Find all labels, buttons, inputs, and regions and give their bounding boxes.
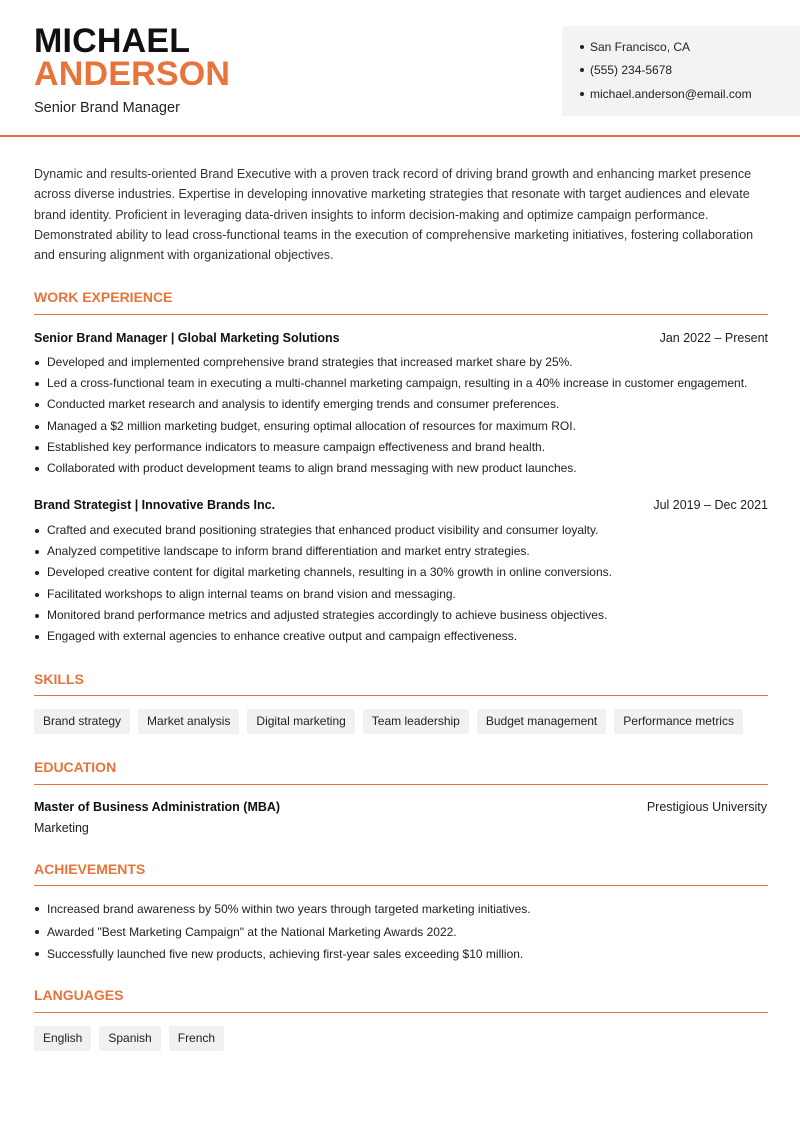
skill-chip: Market analysis xyxy=(138,709,239,734)
list-item: Collaborated with product development teams to align brand messaging with new product launches. xyxy=(34,458,774,479)
professional-summary: Dynamic and results-oriented Brand Executive with a proven track record of driving brand growth and enhancing market presence across diverse industries. Expertise in developing innovative marketing strategies that resonate with target audiences and elevate brand identity. Proficient in leveraging data-driven insights to inform decision-making and optimize campaign performance. Demonstrated ability to lead cross-functional teams in the execution of comprehensive marketing initiatives, fostering collaboration and ensuring alignment with organizational objectives. xyxy=(34,167,754,263)
education-school: Prestigious University xyxy=(646,800,767,814)
language-chip: English xyxy=(34,1026,91,1051)
languages-list xyxy=(34,1026,224,1051)
contact-box xyxy=(562,26,800,116)
list-item: Awarded "Best Marketing Campaign" at the National Marketing Awards 2022. xyxy=(34,921,774,944)
section-divider xyxy=(34,784,768,785)
list-item: Facilitated workshops to align internal teams on brand vision and messaging. xyxy=(34,584,774,605)
bullet-icon xyxy=(580,45,584,49)
first-name: MICHAEL xyxy=(34,22,191,60)
resume-header xyxy=(0,0,800,137)
job-header xyxy=(34,498,768,512)
section-title-work: WORK EXPERIENCE xyxy=(34,289,173,305)
skill-chip: Brand strategy xyxy=(34,709,130,734)
job-dates: Jan 2022 – Present xyxy=(659,331,768,345)
location-text: San Francisco, CA xyxy=(590,40,691,54)
list-item: Crafted and executed brand positioning strategies that enhanced product visibility and consumer loyalty. xyxy=(34,520,774,541)
language-chip: French xyxy=(169,1026,224,1051)
list-item: Established key performance indicators to measure campaign effectiveness and brand health. xyxy=(34,437,774,458)
section-divider xyxy=(34,885,768,886)
section-title-education: EDUCATION xyxy=(34,759,117,775)
section-divider xyxy=(34,695,768,696)
achievements-list xyxy=(34,898,774,966)
list-item: Increased brand awareness by 50% within two years through targeted marketing initiatives. xyxy=(34,898,774,921)
email-text[interactable]: michael.anderson@email.com xyxy=(590,87,752,101)
list-item: Developed and implemented comprehensive brand strategies that increased market share by 25%. xyxy=(34,352,774,373)
skill-chip: Digital marketing xyxy=(247,709,354,734)
list-item: Conducted market research and analysis to identify emerging trends and consumer preferences. xyxy=(34,394,774,415)
job-bullets xyxy=(34,520,774,647)
list-item: Successfully launched five new products, achieving first-year sales exceeding $10 million. xyxy=(34,943,774,966)
language-chip: Spanish xyxy=(99,1026,160,1051)
list-item: Managed a $2 million marketing budget, ensuring optimal allocation of resources for maximum ROI. xyxy=(34,416,774,437)
contact-email[interactable] xyxy=(580,87,752,101)
skills-list xyxy=(34,709,743,734)
skill-chip: Team leadership xyxy=(363,709,469,734)
job-title: Senior Brand Manager xyxy=(34,100,180,116)
skill-chip: Budget management xyxy=(477,709,606,734)
list-item: Developed creative content for digital marketing channels, resulting in a 30% growth in online conversions. xyxy=(34,562,774,583)
education-field: Marketing xyxy=(34,821,89,835)
contact-location xyxy=(580,40,690,54)
job-role: Brand Strategist | Innovative Brands Inc. xyxy=(34,498,276,512)
education-degree: Master of Business Administration (MBA) xyxy=(34,800,281,814)
skill-chip: Performance metrics xyxy=(614,709,743,734)
list-item: Analyzed competitive landscape to inform brand differentiation and market entry strategies. xyxy=(34,541,774,562)
section-title-achievements: ACHIEVEMENTS xyxy=(34,861,146,877)
section-title-languages: LANGUAGES xyxy=(34,987,124,1003)
job-header xyxy=(34,331,768,345)
job-bullets xyxy=(34,352,774,479)
last-name: ANDERSON xyxy=(34,55,231,93)
phone-text: (555) 234-5678 xyxy=(590,63,673,77)
job-dates: Jul 2019 – Dec 2021 xyxy=(653,498,768,512)
list-item: Led a cross-functional team in executing a multi-channel marketing campaign, resulting in a 40% increase in customer engagement. xyxy=(34,373,774,394)
section-divider xyxy=(34,1012,768,1013)
list-item: Monitored brand performance metrics and adjusted strategies accordingly to achieve business objectives. xyxy=(34,605,774,626)
contact-phone xyxy=(580,63,672,77)
list-item: Engaged with external agencies to enhance creative output and campaign effectiveness. xyxy=(34,626,774,647)
bullet-icon xyxy=(580,92,584,96)
section-divider xyxy=(34,314,768,315)
section-title-skills: SKILLS xyxy=(34,671,84,687)
job-role: Senior Brand Manager | Global Marketing Solutions xyxy=(34,331,340,345)
bullet-icon xyxy=(580,68,584,72)
